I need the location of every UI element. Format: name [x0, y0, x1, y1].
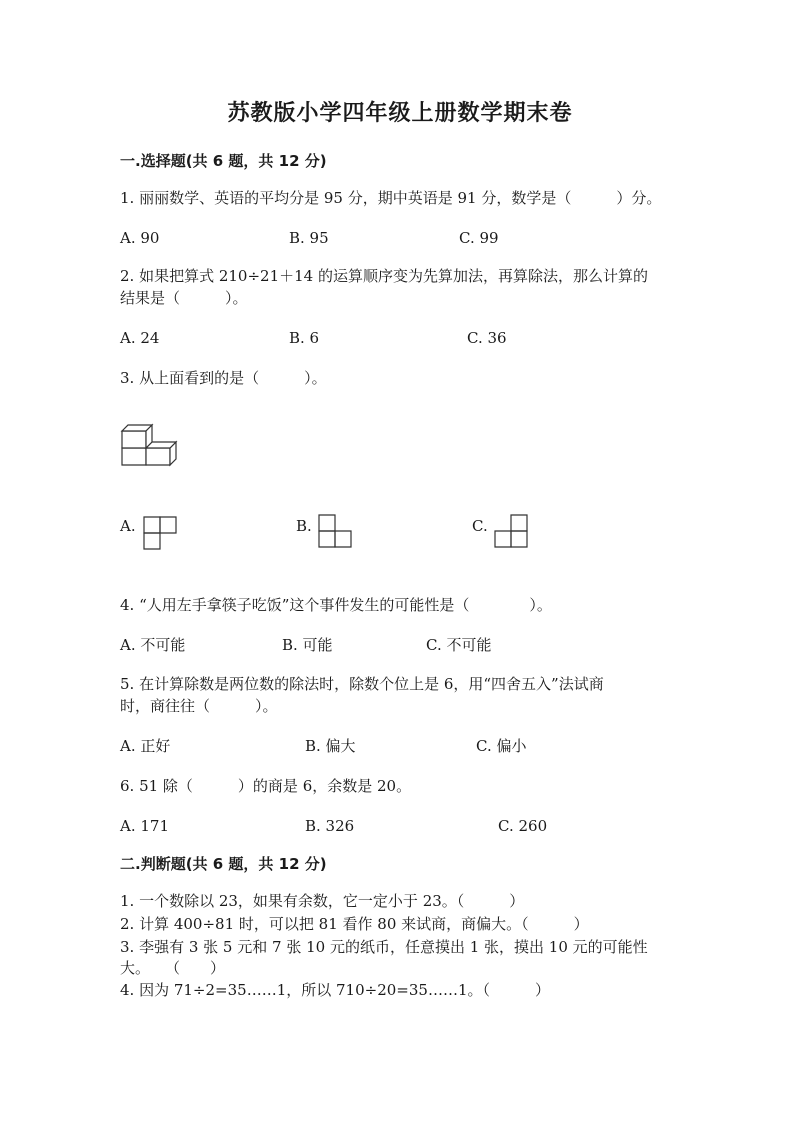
q3-option-a-view-icon [143, 516, 177, 550]
question-4: 4. “人用左手拿筷子吃饭”这个事件发生的可能性是（ ）。 [120, 596, 552, 614]
judgment-item-4: 4. 因为 71÷2=35……1，所以 710÷20=35……1。（ ） [120, 981, 550, 999]
section-judgment-heading: 二.判断题(共 6 题，共 12 分) [120, 855, 327, 873]
q3-option-c: C. [472, 517, 488, 535]
q3-option-b-view-icon [318, 514, 352, 548]
q6-option-a: A. 171 [120, 817, 169, 835]
question-1: 1. 丽丽数学、英语的平均分是 95 分，期中英语是 91 分，数学是（ ）分。 [120, 189, 662, 207]
question-3: 3. 从上面看到的是（ ）。 [120, 369, 327, 387]
q2-option-b: B. 6 [289, 329, 320, 347]
q5-option-c: C. 偏小 [476, 737, 527, 755]
q1-option-c: C. 99 [459, 229, 499, 247]
q6-option-c: C. 260 [498, 817, 548, 835]
judgment-item-3-line-2: 大。 （ ） [120, 959, 226, 977]
q1-option-a: A. 90 [120, 229, 160, 247]
q2-option-c: C. 36 [467, 329, 507, 347]
question-2-line-1: 2. 如果把算式 210÷21＋14 的运算顺序变为先算加法，再算除法，那么计算的 [120, 267, 648, 285]
cube-stack-figure [118, 420, 182, 468]
judgment-item-1: 1. 一个数除以 23，如果有余数，它一定小于 23。（ ） [120, 892, 525, 910]
q4-option-a: A. 不可能 [120, 636, 186, 654]
q6-option-b: B. 326 [305, 817, 355, 835]
judgment-item-3-line-1: 3. 李强有 3 张 5 元和 7 张 10 元的纸币，任意摸出 1 张，摸出 10 元的可能性 [120, 938, 648, 956]
q5-option-b: B. 偏大 [305, 737, 356, 755]
question-2-line-2: 结果是（ ）。 [120, 289, 248, 307]
question-5-line-2: 时，商往往（ ）。 [120, 697, 278, 715]
q3-option-b: B. [296, 517, 312, 535]
q4-option-b: B. 可能 [282, 636, 333, 654]
question-5-line-1: 5. 在计算除数是两位数的除法时，除数个位上是 6，用“四舍五入”法试商 [120, 675, 604, 693]
exam-title: 苏教版小学四年级上册数学期末卷 [227, 101, 573, 126]
q5-option-a: A. 正好 [120, 737, 171, 755]
q1-option-b: B. 95 [289, 229, 329, 247]
q2-option-a: A. 24 [120, 329, 160, 347]
q4-option-c: C. 不可能 [426, 636, 492, 654]
section-choice-heading: 一.选择题(共 6 题，共 12 分) [120, 152, 327, 170]
q3-option-c-view-icon [494, 514, 528, 548]
q3-option-a: A. [120, 517, 136, 535]
judgment-item-2: 2. 计算 400÷81 时，可以把 81 看作 80 来试商，商偏大。（ ） [120, 915, 589, 933]
question-6: 6. 51 除（ ）的商是 6，余数是 20。 [120, 777, 412, 795]
